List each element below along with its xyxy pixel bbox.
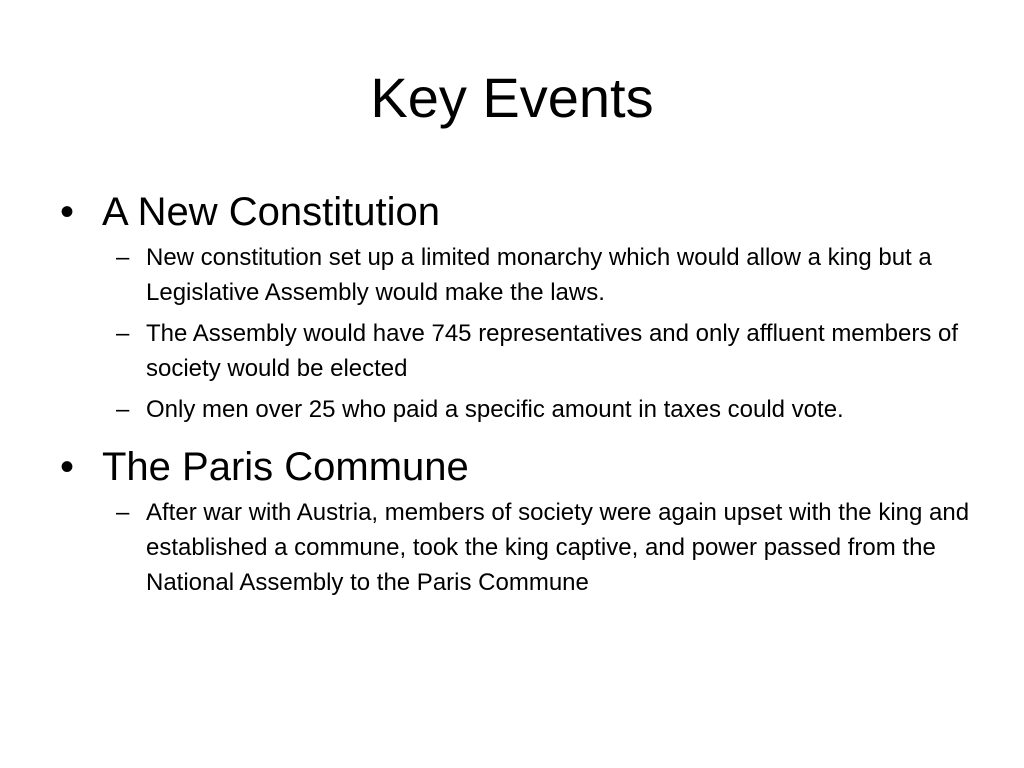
bullet-heading: A New Constitution [102,190,440,234]
dash-marker: – [116,499,130,526]
sub-bullet-item [102,240,970,310]
sub-bullet-text: The Assembly would have 745 representatives and only affluent members of society would be elected [146,320,959,382]
sub-bullet-item [102,392,970,427]
sub-bullet-text: After war with Austria, members of society were again upset with the king and established a commune, took the king captive, and power passed from the National Assembly to the Paris Commune [146,499,970,596]
sub-bullet-item [102,495,970,600]
dash-marker: – [116,244,130,271]
bullet-heading: The Paris Commune [102,445,469,489]
slide-title: Key Events [370,66,654,129]
bullet-marker: • [60,445,75,489]
sub-bullet-text: New constitution set up a limited monarchy which would allow a king but a Legislative Assembly would make the laws. [146,244,932,306]
sub-bullet-item [102,316,970,386]
bullet-item [60,186,970,427]
bullet-marker: • [60,190,75,234]
sub-bullet-text: Only men over 25 who paid a specific amount in taxes could vote. [146,396,844,423]
dash-marker: – [116,320,130,347]
sub-bullet-list [102,240,970,427]
slide-content [60,186,970,606]
sub-bullet-list [102,495,970,600]
dash-marker: – [116,396,130,423]
bullet-item [60,441,970,600]
